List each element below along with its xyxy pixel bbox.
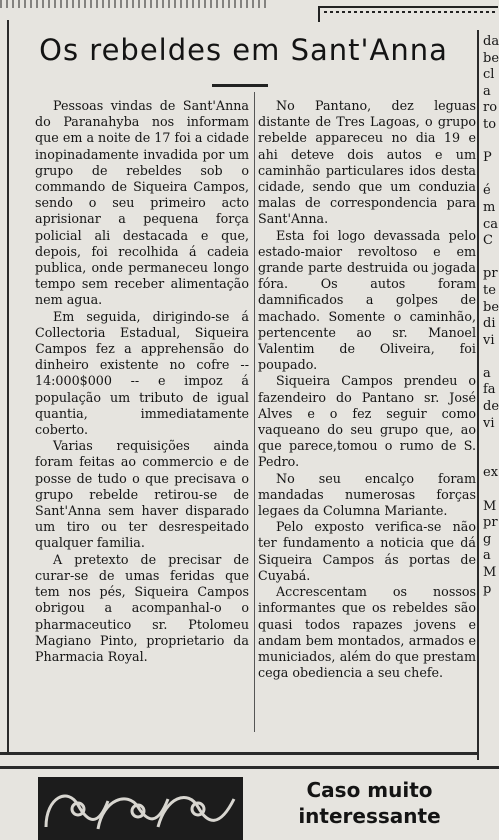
paragraph: Em seguida, dirigindo-se á Collectoria Estadual, Siqueira Campos fez a apprehensão do dinheiro existente no cofre -- 14:000$000 -- e impoz á população um tributo de igual quantia, immediatamente coberto. <box>35 308 249 438</box>
edge-fragment <box>483 167 499 184</box>
edge-fragment: pr <box>483 266 498 282</box>
headline-underline <box>212 84 268 87</box>
edge-fragment: da <box>483 34 499 49</box>
paragraph: Siqueira Campos prendeu o fazendeiro do Pantano sr. José Alves e o fez seguir como vaqueano do seu grupo que, ao que parece,tomou o rumo de S. Pedro. <box>258 373 476 470</box>
paragraph: Esta foi logo devassada pelo estado-maior revoltoso e em grande parte destruida ou jogada fóra. Os autos foram damnificados a golpes de machado. Somente o caminhão, pertencente ao sr. Manoel Valentim de Oliveira, foi poupado. <box>258 227 476 373</box>
edge-fragment: be <box>483 50 499 66</box>
paragraph: Accrescentam os nossos informantes que os rebeldes são quasi todos rapazes jovens e andam bem montados, armados e municiados, além do que prestam cega obediencia a seu chefe. <box>258 584 476 681</box>
edge-fragment <box>483 134 499 151</box>
edge-fragment: M <box>483 498 497 514</box>
left-column-rule <box>7 20 9 755</box>
paragraph: Varias requisições ainda foram feitas ao commercio e de posse de tudo o que precisava o grupo rebelde retirou-se de Sant'Anna sem haver disparado um tiro ou ter desrespeitado qualquer familia. <box>35 438 249 551</box>
next-article-headline: Caso muito interessante <box>298 778 441 828</box>
edge-fragment: é <box>483 183 491 199</box>
top-right-frame <box>318 6 498 22</box>
edge-fragment: ro <box>483 100 498 116</box>
edge-fragment: g <box>483 531 492 547</box>
paragraph: Pessoas vindas de Sant'Anna do Paranahyba nos informam que em a noite de 17 foi a cidade inopinadamente invadida por um grupo de rebeldes sob o commando de Siqueira Campos, sendo o seu primeiro acto aprisionar a pequena força policial ali destacada e que, depois, foi recolhida á cadeia publica, onde permaneceu longo tempo sem receber alimentação nem agua. <box>35 98 249 308</box>
article-left-column <box>35 98 249 665</box>
edge-fragment: P <box>483 150 492 166</box>
adjacent-column-fragments <box>483 34 499 598</box>
edge-fragment: te <box>483 282 496 298</box>
edge-fragment: de <box>483 399 499 415</box>
ornamental-banner <box>38 777 243 840</box>
top-dotted-border <box>0 0 270 8</box>
edge-fragment <box>483 449 499 466</box>
edge-fragment: di <box>483 316 496 332</box>
edge-fragment: m <box>483 199 496 215</box>
edge-fragment: p <box>483 581 492 597</box>
paragraph: No Pantano, dez leguas distante de Tres Lagoas, o grupo rebelde appareceu no dia 19 e ahi deteve dois autos e um caminhão particulares idos desta cidade, sendo que um conduzia malas de correspondencia para Sant'Anna. <box>258 98 476 227</box>
paragraph: No seu encalço foram mandadas numerosas forças legaes da Columna Mariante. <box>258 470 476 519</box>
edge-fragment: a <box>483 83 491 99</box>
edge-fragment: to <box>483 116 497 132</box>
edge-fragment: cl <box>483 67 495 83</box>
edge-fragment: ca <box>483 216 499 232</box>
middle-column-rule <box>254 92 255 732</box>
edge-fragment <box>483 432 499 449</box>
edge-fragment <box>483 482 499 499</box>
edge-fragment: be <box>483 299 499 315</box>
edge-fragment <box>483 349 499 366</box>
edge-fragment: vi <box>483 415 495 431</box>
edge-fragment <box>483 250 499 267</box>
bottom-rule <box>0 752 477 755</box>
paragraph: Pelo exposto verifica-se não ter fundamento a noticia que dá Siqueira Campos ás portas de Cuyabá. <box>258 519 476 583</box>
edge-fragment: pr <box>483 515 498 531</box>
edge-fragment: vi <box>483 332 495 348</box>
article-headline: Os rebeldes em Sant'Anna <box>39 33 448 67</box>
edge-fragment: ex <box>483 465 499 481</box>
edge-fragment: M <box>483 565 497 580</box>
edge-fragment: fa <box>483 382 496 398</box>
article-right-column <box>258 98 476 681</box>
edge-fragment: a <box>483 365 491 381</box>
edge-fragment: a <box>483 548 491 564</box>
paragraph: A pretexto de precisar de curar-se de umas feridas que tem nos pés, Siqueira Campos obrigou a acompanhal-o o pharmaceutico sr. Ptolomeu Magiano Pinto, proprietario da Pharmacia Royal. <box>35 551 249 664</box>
right-column-rule <box>477 30 479 760</box>
edge-fragment: C <box>483 233 493 249</box>
bottom-rule-2 <box>0 766 499 769</box>
